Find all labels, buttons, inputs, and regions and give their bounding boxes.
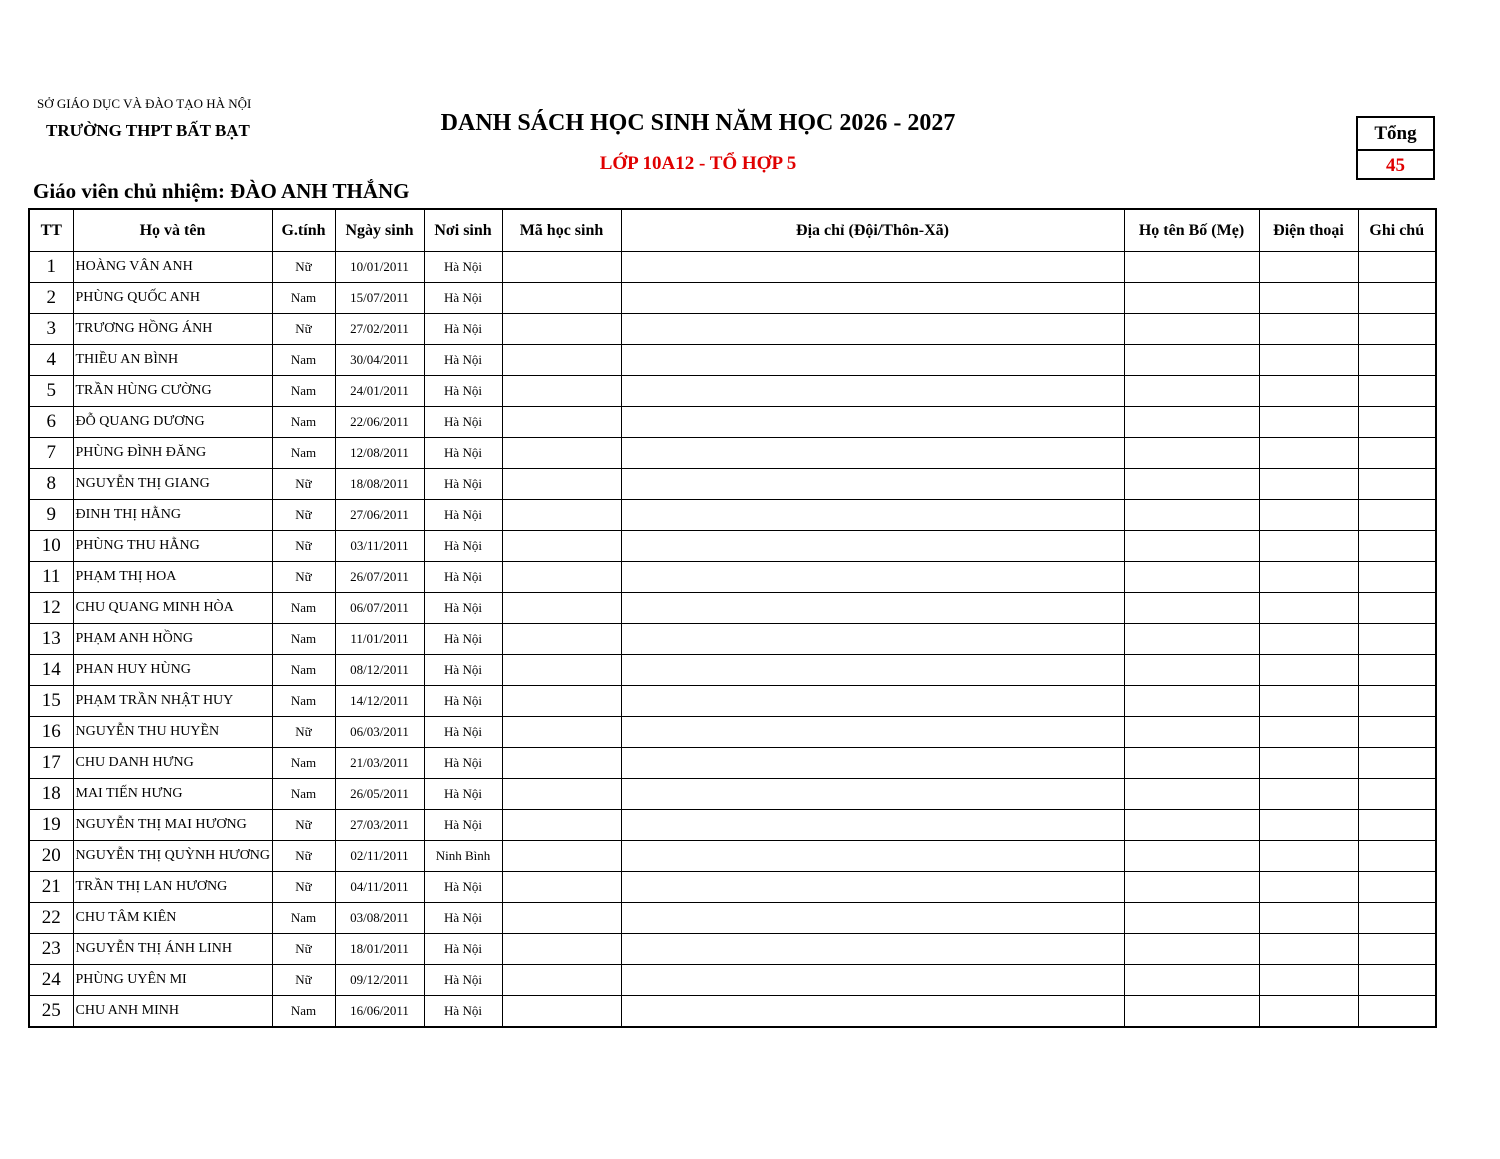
table-row <box>29 655 1436 686</box>
address-cell <box>621 469 1124 500</box>
student-name: HOÀNG VÂN ANH <box>73 252 272 283</box>
address-cell <box>621 655 1124 686</box>
row-number: 19 <box>29 810 73 841</box>
note-cell <box>1358 345 1436 376</box>
student-birthplace: Hà Nội <box>424 562 502 593</box>
row-number: 6 <box>29 407 73 438</box>
student-dob: 21/03/2011 <box>335 748 424 779</box>
student-gender: Nam <box>272 376 335 407</box>
student-dob: 16/06/2011 <box>335 996 424 1028</box>
student-dob: 26/07/2011 <box>335 562 424 593</box>
parent-cell <box>1124 686 1259 717</box>
student-birthplace: Hà Nội <box>424 593 502 624</box>
student-gender: Nam <box>272 903 335 934</box>
address-cell <box>621 872 1124 903</box>
note-cell <box>1358 779 1436 810</box>
row-number: 13 <box>29 624 73 655</box>
address-cell <box>621 562 1124 593</box>
student-birthplace: Hà Nội <box>424 779 502 810</box>
student-gender: Nam <box>272 407 335 438</box>
table-row <box>29 593 1436 624</box>
row-number: 11 <box>29 562 73 593</box>
student-dob: 12/08/2011 <box>335 438 424 469</box>
phone-cell <box>1259 407 1358 438</box>
student-id-cell <box>502 872 621 903</box>
phone-cell <box>1259 841 1358 872</box>
student-gender: Nữ <box>272 252 335 283</box>
student-id-cell <box>502 996 621 1028</box>
student-birthplace: Hà Nội <box>424 686 502 717</box>
phone-cell <box>1259 717 1358 748</box>
address-cell <box>621 407 1124 438</box>
parent-cell <box>1124 562 1259 593</box>
student-name: TRẦN HÙNG CƯỜNG <box>73 376 272 407</box>
address-cell <box>621 376 1124 407</box>
parent-cell <box>1124 748 1259 779</box>
address-cell <box>621 500 1124 531</box>
row-number: 9 <box>29 500 73 531</box>
row-number: 23 <box>29 934 73 965</box>
table-row <box>29 314 1436 345</box>
student-dob: 08/12/2011 <box>335 655 424 686</box>
table-row <box>29 469 1436 500</box>
student-id-cell <box>502 314 621 345</box>
student-birthplace: Hà Nội <box>424 500 502 531</box>
student-name: PHÙNG UYÊN MI <box>73 965 272 996</box>
total-label: Tổng <box>1358 118 1433 151</box>
student-name: PHAN HUY HÙNG <box>73 655 272 686</box>
parent-cell <box>1124 314 1259 345</box>
phone-cell <box>1259 562 1358 593</box>
student-name: NGUYỄN THỊ ÁNH LINH <box>73 934 272 965</box>
address-cell <box>621 345 1124 376</box>
student-gender: Nam <box>272 996 335 1028</box>
row-number: 16 <box>29 717 73 748</box>
student-name: PHÙNG QUỐC ANH <box>73 283 272 314</box>
student-birthplace: Hà Nội <box>424 934 502 965</box>
phone-cell <box>1259 531 1358 562</box>
parent-cell <box>1124 655 1259 686</box>
parent-cell <box>1124 407 1259 438</box>
col-header-student-id: Mã học sinh <box>502 209 621 252</box>
student-gender: Nam <box>272 748 335 779</box>
student-name: PHÙNG ĐÌNH ĐĂNG <box>73 438 272 469</box>
row-number: 22 <box>29 903 73 934</box>
phone-cell <box>1259 810 1358 841</box>
student-name: NGUYỄN THỊ MAI HƯƠNG <box>73 810 272 841</box>
phone-cell <box>1259 934 1358 965</box>
table-row <box>29 345 1436 376</box>
address-cell <box>621 996 1124 1028</box>
student-dob: 03/11/2011 <box>335 531 424 562</box>
student-dob: 10/01/2011 <box>335 252 424 283</box>
student-birthplace: Ninh Bình <box>424 841 502 872</box>
address-cell <box>621 841 1124 872</box>
address-cell <box>621 934 1124 965</box>
row-number: 20 <box>29 841 73 872</box>
student-dob: 06/03/2011 <box>335 717 424 748</box>
row-number: 15 <box>29 686 73 717</box>
student-gender: Nam <box>272 624 335 655</box>
student-birthplace: Hà Nội <box>424 252 502 283</box>
department-name: SỞ GIÁO DỤC VÀ ĐÀO TẠO HÀ NỘI <box>37 96 252 111</box>
address-cell <box>621 717 1124 748</box>
parent-cell <box>1124 283 1259 314</box>
student-gender: Nam <box>272 438 335 469</box>
student-dob: 27/03/2011 <box>335 810 424 841</box>
student-dob: 27/06/2011 <box>335 500 424 531</box>
col-header-name: Họ và tên <box>73 209 272 252</box>
student-id-cell <box>502 686 621 717</box>
student-gender: Nam <box>272 283 335 314</box>
student-id-cell <box>502 903 621 934</box>
parent-cell <box>1124 965 1259 996</box>
table-row <box>29 438 1436 469</box>
table-row <box>29 779 1436 810</box>
parent-cell <box>1124 469 1259 500</box>
row-number: 21 <box>29 872 73 903</box>
row-number: 10 <box>29 531 73 562</box>
note-cell <box>1358 717 1436 748</box>
student-name: PHẠM TRẦN NHẬT HUY <box>73 686 272 717</box>
note-cell <box>1358 624 1436 655</box>
address-cell <box>621 314 1124 345</box>
col-header-phone: Điện thoại <box>1259 209 1358 252</box>
parent-cell <box>1124 593 1259 624</box>
parent-cell <box>1124 531 1259 562</box>
address-cell <box>621 283 1124 314</box>
student-birthplace: Hà Nội <box>424 655 502 686</box>
phone-cell <box>1259 345 1358 376</box>
student-dob: 27/02/2011 <box>335 314 424 345</box>
address-cell <box>621 438 1124 469</box>
student-id-cell <box>502 717 621 748</box>
note-cell <box>1358 872 1436 903</box>
phone-cell <box>1259 872 1358 903</box>
table-row <box>29 810 1436 841</box>
student-table <box>28 208 1437 1028</box>
student-birthplace: Hà Nội <box>424 624 502 655</box>
student-id-cell <box>502 438 621 469</box>
table-row <box>29 872 1436 903</box>
row-number: 7 <box>29 438 73 469</box>
student-gender: Nữ <box>272 500 335 531</box>
phone-cell <box>1259 376 1358 407</box>
phone-cell <box>1259 252 1358 283</box>
col-header-address: Địa chỉ (Đội/Thôn-Xã) <box>621 209 1124 252</box>
phone-cell <box>1259 500 1358 531</box>
student-id-cell <box>502 531 621 562</box>
table-row <box>29 996 1436 1028</box>
student-gender: Nữ <box>272 562 335 593</box>
student-id-cell <box>502 748 621 779</box>
student-gender: Nam <box>272 686 335 717</box>
note-cell <box>1358 686 1436 717</box>
student-gender: Nam <box>272 655 335 686</box>
parent-cell <box>1124 872 1259 903</box>
row-number: 5 <box>29 376 73 407</box>
col-header-dob: Ngày sinh <box>335 209 424 252</box>
student-birthplace: Hà Nội <box>424 345 502 376</box>
note-cell <box>1358 531 1436 562</box>
address-cell <box>621 624 1124 655</box>
student-dob: 18/01/2011 <box>335 934 424 965</box>
student-name: NGUYỄN THỊ QUỲNH HƯƠNG <box>73 841 272 872</box>
parent-cell <box>1124 438 1259 469</box>
col-header-birthplace: Nơi sinh <box>424 209 502 252</box>
phone-cell <box>1259 469 1358 500</box>
row-number: 3 <box>29 314 73 345</box>
student-birthplace: Hà Nội <box>424 717 502 748</box>
student-name: PHẠM ANH HỒNG <box>73 624 272 655</box>
student-dob: 11/01/2011 <box>335 624 424 655</box>
student-birthplace: Hà Nội <box>424 438 502 469</box>
table-row <box>29 531 1436 562</box>
student-name: PHẠM THỊ HOA <box>73 562 272 593</box>
note-cell <box>1358 562 1436 593</box>
student-birthplace: Hà Nội <box>424 314 502 345</box>
address-cell <box>621 252 1124 283</box>
student-gender: Nữ <box>272 841 335 872</box>
student-gender: Nữ <box>272 469 335 500</box>
note-cell <box>1358 469 1436 500</box>
note-cell <box>1358 252 1436 283</box>
phone-cell <box>1259 438 1358 469</box>
student-name: PHÙNG THU HẰNG <box>73 531 272 562</box>
parent-cell <box>1124 376 1259 407</box>
student-dob: 04/11/2011 <box>335 872 424 903</box>
student-name: CHU TÂM KIÊN <box>73 903 272 934</box>
note-cell <box>1358 810 1436 841</box>
row-number: 25 <box>29 996 73 1028</box>
phone-cell <box>1259 283 1358 314</box>
note-cell <box>1358 934 1436 965</box>
note-cell <box>1358 996 1436 1028</box>
parent-cell <box>1124 345 1259 376</box>
student-dob: 03/08/2011 <box>335 903 424 934</box>
student-birthplace: Hà Nội <box>424 965 502 996</box>
student-name: ĐINH THỊ HẰNG <box>73 500 272 531</box>
student-gender: Nam <box>272 345 335 376</box>
phone-cell <box>1259 624 1358 655</box>
student-name: ĐỖ QUANG DƯƠNG <box>73 407 272 438</box>
school-name: TRƯỜNG THPT BẤT BẠT <box>46 121 250 140</box>
parent-cell <box>1124 500 1259 531</box>
row-number: 12 <box>29 593 73 624</box>
col-header-gender: G.tính <box>272 209 335 252</box>
student-gender: Nữ <box>272 934 335 965</box>
student-birthplace: Hà Nội <box>424 469 502 500</box>
row-number: 2 <box>29 283 73 314</box>
table-row <box>29 934 1436 965</box>
address-cell <box>621 810 1124 841</box>
note-cell <box>1358 500 1436 531</box>
total-box <box>1356 116 1435 180</box>
note-cell <box>1358 314 1436 345</box>
row-number: 17 <box>29 748 73 779</box>
student-gender: Nữ <box>272 531 335 562</box>
phone-cell <box>1259 903 1358 934</box>
student-id-cell <box>502 252 621 283</box>
student-dob: 18/08/2011 <box>335 469 424 500</box>
student-dob: 06/07/2011 <box>335 593 424 624</box>
table-row <box>29 965 1436 996</box>
parent-cell <box>1124 779 1259 810</box>
address-cell <box>621 748 1124 779</box>
table-row <box>29 717 1436 748</box>
note-cell <box>1358 283 1436 314</box>
table-row <box>29 407 1436 438</box>
address-cell <box>621 593 1124 624</box>
student-id-cell <box>502 500 621 531</box>
note-cell <box>1358 903 1436 934</box>
student-birthplace: Hà Nội <box>424 748 502 779</box>
table-row <box>29 500 1436 531</box>
note-cell <box>1358 593 1436 624</box>
table-row <box>29 252 1436 283</box>
homeroom-teacher: Giáo viên chủ nhiệm: ĐÀO ANH THẮNG <box>33 179 410 203</box>
parent-cell <box>1124 717 1259 748</box>
student-birthplace: Hà Nội <box>424 531 502 562</box>
parent-cell <box>1124 624 1259 655</box>
phone-cell <box>1259 593 1358 624</box>
student-name: TRẦN THỊ LAN HƯƠNG <box>73 872 272 903</box>
table-row <box>29 376 1436 407</box>
phone-cell <box>1259 655 1358 686</box>
note-cell <box>1358 438 1436 469</box>
phone-cell <box>1259 996 1358 1028</box>
address-cell <box>621 531 1124 562</box>
phone-cell <box>1259 314 1358 345</box>
student-birthplace: Hà Nội <box>424 283 502 314</box>
row-number: 24 <box>29 965 73 996</box>
student-id-cell <box>502 934 621 965</box>
student-name: TRƯƠNG HỒNG ÁNH <box>73 314 272 345</box>
student-gender: Nam <box>272 593 335 624</box>
phone-cell <box>1259 748 1358 779</box>
student-birthplace: Hà Nội <box>424 376 502 407</box>
note-cell <box>1358 965 1436 996</box>
student-gender: Nữ <box>272 810 335 841</box>
row-number: 14 <box>29 655 73 686</box>
student-id-cell <box>502 376 621 407</box>
note-cell <box>1358 655 1436 686</box>
student-id-cell <box>502 469 621 500</box>
student-dob: 09/12/2011 <box>335 965 424 996</box>
student-dob: 24/01/2011 <box>335 376 424 407</box>
address-cell <box>621 686 1124 717</box>
student-birthplace: Hà Nội <box>424 903 502 934</box>
table-row <box>29 686 1436 717</box>
note-cell <box>1358 376 1436 407</box>
student-id-cell <box>502 841 621 872</box>
table-row <box>29 624 1436 655</box>
student-name: NGUYỄN THU HUYỀN <box>73 717 272 748</box>
parent-cell <box>1124 934 1259 965</box>
row-number: 18 <box>29 779 73 810</box>
address-cell <box>621 965 1124 996</box>
parent-cell <box>1124 810 1259 841</box>
student-name: CHU DANH HƯNG <box>73 748 272 779</box>
student-id-cell <box>502 345 621 376</box>
student-dob: 26/05/2011 <box>335 779 424 810</box>
phone-cell <box>1259 686 1358 717</box>
student-id-cell <box>502 655 621 686</box>
student-id-cell <box>502 624 621 655</box>
student-id-cell <box>502 779 621 810</box>
student-birthplace: Hà Nội <box>424 872 502 903</box>
student-id-cell <box>502 283 621 314</box>
parent-cell <box>1124 841 1259 872</box>
table-body <box>29 252 1436 1028</box>
table-row <box>29 748 1436 779</box>
class-line: LỚP 10A12 - TỔ HỢP 5 <box>599 153 797 174</box>
table-row <box>29 562 1436 593</box>
student-gender: Nữ <box>272 872 335 903</box>
student-id-cell <box>502 562 621 593</box>
student-name: MAI TIẾN HƯNG <box>73 779 272 810</box>
row-number: 4 <box>29 345 73 376</box>
student-dob: 14/12/2011 <box>335 686 424 717</box>
student-gender: Nữ <box>272 717 335 748</box>
student-id-cell <box>502 593 621 624</box>
phone-cell <box>1259 965 1358 996</box>
row-number: 8 <box>29 469 73 500</box>
col-header-parent: Họ tên Bố (Mẹ) <box>1124 209 1259 252</box>
note-cell <box>1358 841 1436 872</box>
student-birthplace: Hà Nội <box>424 996 502 1028</box>
student-gender: Nữ <box>272 965 335 996</box>
student-name: CHU ANH MINH <box>73 996 272 1028</box>
student-gender: Nữ <box>272 314 335 345</box>
address-cell <box>621 903 1124 934</box>
student-dob: 30/04/2011 <box>335 345 424 376</box>
address-cell <box>621 779 1124 810</box>
student-dob: 15/07/2011 <box>335 283 424 314</box>
table-header-row <box>29 209 1436 252</box>
parent-cell <box>1124 252 1259 283</box>
student-dob: 22/06/2011 <box>335 407 424 438</box>
parent-cell <box>1124 996 1259 1028</box>
student-dob: 02/11/2011 <box>335 841 424 872</box>
student-name: NGUYỄN THỊ GIANG <box>73 469 272 500</box>
student-gender: Nam <box>272 779 335 810</box>
student-name: CHU QUANG MINH HÒA <box>73 593 272 624</box>
total-value: 45 <box>1386 155 1405 176</box>
student-id-cell <box>502 407 621 438</box>
table-row <box>29 903 1436 934</box>
student-id-cell <box>502 965 621 996</box>
student-birthplace: Hà Nội <box>424 810 502 841</box>
note-cell <box>1358 748 1436 779</box>
parent-cell <box>1124 903 1259 934</box>
col-header-tt: TT <box>29 209 73 252</box>
table-row <box>29 841 1436 872</box>
student-id-cell <box>502 810 621 841</box>
note-cell <box>1358 407 1436 438</box>
col-header-note: Ghi chú <box>1358 209 1436 252</box>
table-row <box>29 283 1436 314</box>
row-number: 1 <box>29 252 73 283</box>
student-birthplace: Hà Nội <box>424 407 502 438</box>
phone-cell <box>1259 779 1358 810</box>
page-title: DANH SÁCH HỌC SINH NĂM HỌC 2026 - 2027 <box>440 110 956 136</box>
student-name: THIỀU AN BÌNH <box>73 345 272 376</box>
